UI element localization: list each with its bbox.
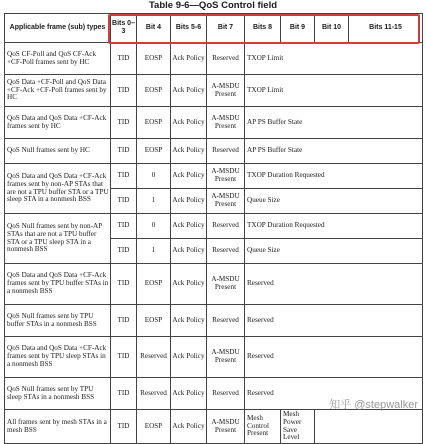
header-cell: Bit 9 bbox=[281, 14, 315, 43]
table-cell: A-MSDU Present bbox=[207, 264, 245, 305]
table-caption: Table 9-6—QoS Control field bbox=[148, 0, 278, 11]
table-cell: Ack Policy bbox=[171, 43, 207, 75]
header-cell: Bit 10 bbox=[315, 14, 349, 43]
table-row bbox=[5, 264, 423, 305]
table-cell: TID bbox=[111, 214, 137, 239]
header-cell: Bits 0–3 bbox=[111, 14, 137, 43]
table-cell: A-MSDU Present bbox=[207, 410, 245, 444]
table-cell: TID bbox=[111, 139, 137, 164]
table-cell: Ack Policy bbox=[171, 75, 207, 107]
frame-type-cell: QoS Null frames sent by HC bbox=[5, 139, 111, 164]
table-cell: Ack Policy bbox=[171, 164, 207, 189]
table-row bbox=[5, 164, 423, 189]
table-cell: Queue Size bbox=[245, 189, 423, 214]
table-cell: TID bbox=[111, 75, 137, 107]
table-cell: Reserved bbox=[245, 264, 423, 305]
table-cell: Reserved bbox=[207, 305, 245, 337]
table-cell: TID bbox=[111, 305, 137, 337]
frame-type-cell: QoS Data and QoS Data +CF-Ack frames sent by non-AP STAs that are not a TPU buffer STA or a TPU sleep STA in a nonmesh BSS bbox=[5, 164, 111, 214]
table-cell: Ack Policy bbox=[171, 107, 207, 139]
table-cell: EOSP bbox=[137, 139, 171, 164]
header-row bbox=[5, 14, 423, 43]
table-cell: Ack Policy bbox=[171, 337, 207, 378]
frame-type-cell: QoS Null frames sent by non-AP STAs that are not a TPU buffer STA or a TPU sleep STA in a nonmesh BSS bbox=[5, 214, 111, 264]
table-cell: TID bbox=[111, 239, 137, 264]
table-cell: TXOP Limit bbox=[245, 43, 423, 75]
table-cell: AP PS Buffer State bbox=[245, 139, 423, 164]
table-row bbox=[5, 410, 423, 444]
table-cell: TXOP Limit bbox=[245, 75, 423, 107]
table-cell: Reserved bbox=[207, 214, 245, 239]
table-cell: Queue Size bbox=[245, 239, 423, 264]
table-row bbox=[5, 139, 423, 164]
table-cell: Reserved bbox=[207, 43, 245, 75]
frame-type-cell: QoS Data and QoS Data +CF-Ack frames sent by TPU sleep STAs in a nonmesh BSS bbox=[5, 337, 111, 378]
table-cell: Reserved bbox=[207, 378, 245, 410]
frame-type-cell: QoS CF-Poll and QoS CF-Ack +CF-Poll frames sent by HC bbox=[5, 43, 111, 75]
frame-type-cell: QoS Data and QoS Data +CF-Ack frames sent by TPU buffer STAs in a nonmesh BSS bbox=[5, 264, 111, 305]
watermark: 知乎 @stepwalker bbox=[329, 399, 418, 411]
table-cell: EOSP bbox=[137, 107, 171, 139]
table-cell: TID bbox=[111, 43, 137, 75]
table-cell: TXOP Duration Requested bbox=[245, 214, 423, 239]
table-cell: Ack Policy bbox=[171, 264, 207, 305]
table-cell: EOSP bbox=[137, 305, 171, 337]
table-cell: TID bbox=[111, 378, 137, 410]
table-cell: Mesh Power Save Level bbox=[281, 410, 315, 444]
table-cell: Reserved bbox=[245, 378, 423, 410]
frame-type-cell: QoS Data and QoS Data +CF-Ack frames sent by HC bbox=[5, 107, 111, 139]
table-cell: Ack Policy bbox=[171, 378, 207, 410]
table-cell: Reserved bbox=[137, 337, 171, 378]
table-cell: Reserved bbox=[245, 337, 423, 378]
table-row bbox=[5, 337, 423, 378]
table-cell: 1 bbox=[137, 189, 171, 214]
table-cell: A-MSDU Present bbox=[207, 164, 245, 189]
table-cell: Mesh Control Present bbox=[245, 410, 281, 444]
header-cell: Bits 11-15 bbox=[349, 14, 423, 43]
table-cell: Reserved bbox=[245, 305, 423, 337]
table-cell: 0 bbox=[137, 164, 171, 189]
table-cell: TID bbox=[111, 189, 137, 214]
table-cell: EOSP bbox=[137, 410, 171, 444]
table-cell: A-MSDU Present bbox=[207, 189, 245, 214]
header-cell: Bit 4 bbox=[137, 14, 171, 43]
table-cell: A-MSDU Present bbox=[207, 337, 245, 378]
table-row bbox=[5, 305, 423, 337]
table-row bbox=[5, 107, 423, 139]
table-cell: Reserved bbox=[207, 239, 245, 264]
frame-type-cell: QoS Data +CF-Poll and QoS Data +CF-Ack +CF-Poll frames sent by HC bbox=[5, 75, 111, 107]
table-cell: TID bbox=[111, 410, 137, 444]
header-cell: Bits 8 bbox=[245, 14, 281, 43]
table-cell: A-MSDU Present bbox=[207, 107, 245, 139]
table-cell: Ack Policy bbox=[171, 214, 207, 239]
table-cell: Ack Policy bbox=[171, 139, 207, 164]
header-cell: Bits 5-6 bbox=[171, 14, 207, 43]
table-cell: EOSP bbox=[137, 75, 171, 107]
table-row bbox=[5, 43, 423, 75]
table-cell: Reserved bbox=[207, 139, 245, 164]
table-row bbox=[5, 214, 423, 239]
table-cell: EOSP bbox=[137, 264, 171, 305]
table-cell: 1 bbox=[137, 239, 171, 264]
frame-type-cell: QoS Null frames sent by TPU buffer STAs in a nonmesh BSS bbox=[5, 305, 111, 337]
table-cell: Ack Policy bbox=[171, 410, 207, 444]
table-cell: AP PS Buffer State bbox=[245, 107, 423, 139]
header-cell: Bit 7 bbox=[207, 14, 245, 43]
table-cell: Ack Policy bbox=[171, 305, 207, 337]
table-row bbox=[5, 75, 423, 107]
table-cell: TXOP Duration Requested bbox=[245, 164, 423, 189]
table-cell: Ack Policy bbox=[171, 189, 207, 214]
table-cell: Ack Policy bbox=[171, 239, 207, 264]
table-cell: 0 bbox=[137, 214, 171, 239]
table-cell: TID bbox=[111, 107, 137, 139]
table-cell: TID bbox=[111, 337, 137, 378]
table-cell: TID bbox=[111, 164, 137, 189]
table-cell bbox=[315, 410, 423, 444]
table-cell: TID bbox=[111, 264, 137, 305]
header-cell: Applicable frame (sub) types bbox=[5, 14, 111, 43]
frame-type-cell: All frames sent by mesh STAs in a mesh BSS bbox=[5, 410, 111, 444]
table-cell: EOSP bbox=[137, 43, 171, 75]
table-cell: A-MSDU Present bbox=[207, 75, 245, 107]
qos-control-table bbox=[4, 13, 423, 444]
table-cell: Reserved bbox=[137, 378, 171, 410]
frame-type-cell: QoS Null frames sent by TPU sleep STAs in a nonmesh BSS bbox=[5, 378, 111, 410]
